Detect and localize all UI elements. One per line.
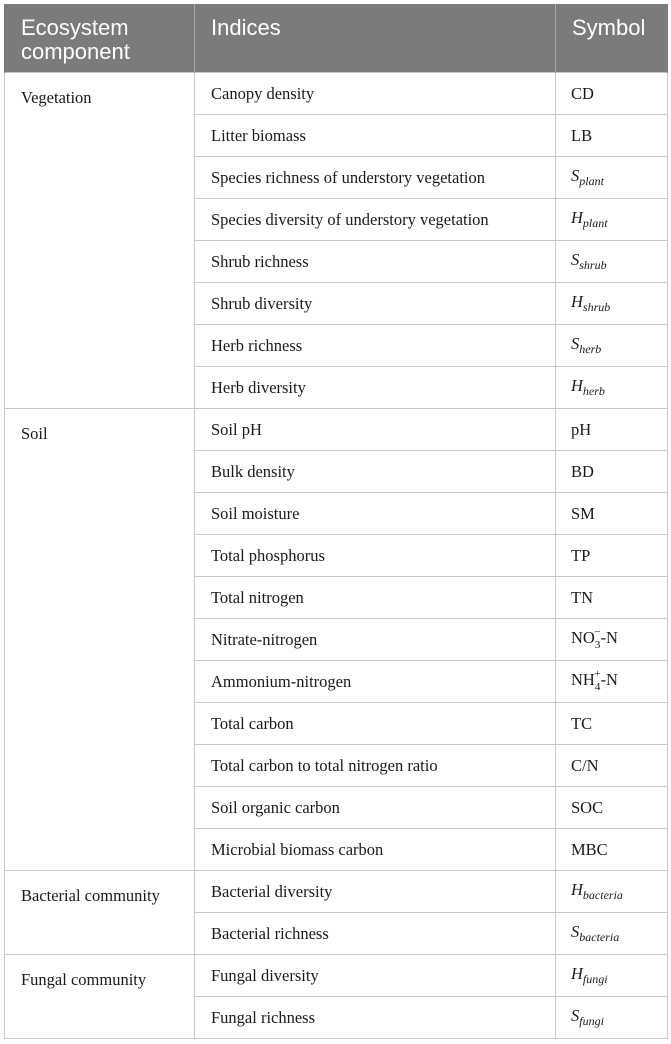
symbol-cell: TC [556, 703, 668, 745]
symbol-cell [556, 325, 668, 367]
index-name-cell: Herb diversity [195, 367, 556, 409]
symbol-superscript: + [594, 668, 601, 680]
symbol-cell: MBC [556, 829, 668, 871]
symbol-cell [556, 997, 668, 1039]
table-body [5, 73, 668, 1039]
symbol-base: H [571, 292, 583, 311]
symbol-cell [556, 871, 668, 913]
symbol-cell [556, 283, 668, 325]
index-name-cell: Herb richness [195, 325, 556, 367]
symbol-subscript: shrub [582, 300, 611, 314]
symbol-cell: LB [556, 115, 668, 157]
symbol-subscript: plant [579, 174, 604, 188]
symbol-subscript: bacteria [579, 930, 620, 944]
header-indices: Indices [195, 4, 556, 73]
index-name-cell: Litter biomass [195, 115, 556, 157]
symbol-cell: TP [556, 535, 668, 577]
symbol-cell [556, 913, 668, 955]
symbol-cell [556, 199, 668, 241]
index-name-cell: Fungal diversity [195, 955, 556, 997]
symbol-cell [556, 241, 668, 283]
index-name-cell: Total carbon [195, 703, 556, 745]
symbol-cell: BD [556, 451, 668, 493]
symbol-cell [556, 157, 668, 199]
index-name-cell: Bacterial richness [195, 913, 556, 955]
symbol-base: H [571, 208, 583, 227]
symbol-subscript: shrub [579, 258, 607, 272]
index-name-cell: Species richness of understory vegetation [195, 157, 556, 199]
symbol-base: S [571, 166, 580, 185]
table-header [5, 4, 668, 73]
symbol-cell [556, 367, 668, 409]
index-name-cell: Bacterial diversity [195, 871, 556, 913]
symbol-cell: CD [556, 73, 668, 115]
symbol-subscript: bacteria [582, 888, 623, 902]
symbol-cell: C/N [556, 745, 668, 787]
table-row [5, 409, 668, 451]
index-name-cell: Shrub richness [195, 241, 556, 283]
table-row [5, 871, 668, 913]
symbol-cell [556, 661, 668, 703]
symbol-base: H [571, 964, 583, 983]
symbol-subscript: plant [582, 216, 608, 230]
indices-table-container [4, 4, 667, 1039]
index-name-cell: Soil organic carbon [195, 787, 556, 829]
index-name-cell: Shrub diversity [195, 283, 556, 325]
symbol-cell [556, 955, 668, 997]
symbol-base: NH [571, 670, 595, 689]
symbol-subscript: herb [582, 384, 605, 398]
index-name-cell: Soil pH [195, 409, 556, 451]
symbol-base: H [571, 376, 583, 395]
table-row [5, 73, 668, 115]
index-name-cell: Total carbon to total nitrogen ratio [195, 745, 556, 787]
index-name-cell: Total phosphorus [195, 535, 556, 577]
symbol-cell [556, 619, 668, 661]
index-name-cell: Ammonium-nitrogen [195, 661, 556, 703]
symbol-subscript: fungi [579, 1014, 604, 1028]
header-symbol: Symbol [556, 4, 668, 73]
index-name-cell: Fungal richness [195, 997, 556, 1039]
index-name-cell: Species diversity of understory vegetation [195, 199, 556, 241]
header-row [5, 4, 668, 73]
symbol-tail: -N [600, 670, 618, 689]
symbol-cell: SM [556, 493, 668, 535]
symbol-subscript: fungi [582, 972, 608, 986]
symbol-cell: pH [556, 409, 668, 451]
table-row [5, 955, 668, 997]
symbol-tail: -N [600, 628, 618, 647]
ecosystem-component-cell: Vegetation [5, 73, 195, 409]
index-name-cell: Total nitrogen [195, 577, 556, 619]
index-name-cell: Soil moisture [195, 493, 556, 535]
symbol-base: S [571, 334, 580, 353]
index-name-cell: Microbial biomass carbon [195, 829, 556, 871]
symbol-subscript: 4 [594, 681, 601, 693]
symbol-base: S [571, 250, 580, 269]
symbol-base: S [571, 922, 580, 941]
symbol-subscript: herb [579, 342, 602, 356]
symbol-cell: SOC [556, 787, 668, 829]
ecosystem-component-cell: Bacterial community [5, 871, 195, 955]
index-name-cell: Canopy density [195, 73, 556, 115]
symbol-subscript: 3 [594, 639, 601, 651]
symbol-cell: TN [556, 577, 668, 619]
ecosystem-indices-table [4, 4, 668, 1039]
index-name-cell: Bulk density [195, 451, 556, 493]
symbol-base: NO [571, 628, 595, 647]
symbol-base: H [571, 880, 583, 899]
header-ecosystem-component: Ecosystem component [5, 4, 195, 73]
ecosystem-component-cell: Soil [5, 409, 195, 871]
index-name-cell: Nitrate-nitrogen [195, 619, 556, 661]
ecosystem-component-cell: Fungal community [5, 955, 195, 1039]
symbol-base: S [571, 1006, 580, 1025]
symbol-superscript: − [594, 626, 601, 638]
